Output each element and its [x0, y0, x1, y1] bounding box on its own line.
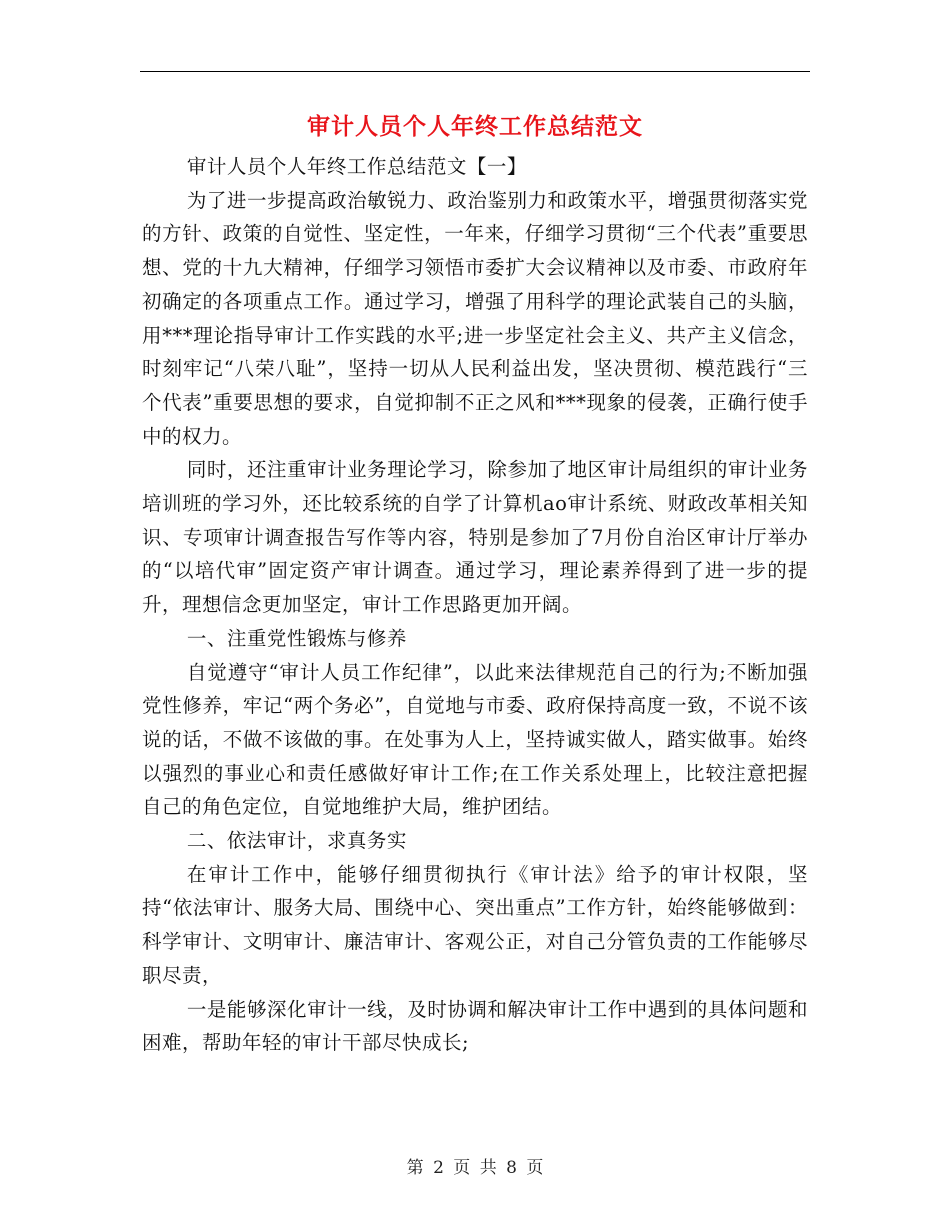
subheading-part-one: 审计人员个人年终工作总结范文【一】 [186, 155, 527, 178]
page-number: 第 2 页 共 8 页 [406, 1158, 544, 1178]
paragraph-business-study: 同时，还注重审计业务理论学习，除参加了地区审计局组织的审计业务培训班的学习外，还比较系统的自学了计算机ao审计系统、财政改革相关知识、专项审计调查报告写作等内容，特别是参加了7月份自治区审计厅举办的“以培代审”固定资产审计调查。通过学习，理论素养得到了进一步的提升，理想信念更加坚定，审计工作思路更加开阔。 [142, 458, 808, 617]
paragraph-lawful-audit: 在审计工作中，能够仔细贯彻执行《审计法》给予的审计权限，坚持“依法审计、服务大局、围绕中心、突出重点”工作方针，始终能够做到：科学审计、文明审计、廉洁审计、客观公正，对自己分管负责的工作能够尽职尽责， [142, 862, 808, 987]
section-heading-party-spirit: 一、注重党性锻炼与修养 [186, 626, 407, 650]
header-rule [140, 71, 810, 72]
document-body [142, 150, 808, 1060]
paragraph-political-study: 为了进一步提高政治敏锐力、政治鉴别力和政策水平，增强贯彻落实党的方针、政策的自觉性、坚定性，一年来，仔细学习贯彻“三个代表”重要思想、党的十九大精神，仔细学习领悟市委扩大会议精神以及市委、市政府年初确定的各项重点工作。通过学习，增强了用科学的理论武装自己的头脑，用***理论指导审计工作实践的水平;进一步坚定社会主义、共产主义信念，时刻牢记“八荣八耻”，坚持一切从人民利益出发，坚决贯彻、模范践行“三个代表”重要思想的要求，自觉抑制不正之风和***现象的侵袭，正确行使手中的权力。 [142, 188, 808, 448]
section-heading-lawful-audit: 二、依法审计，求真务实 [186, 829, 407, 853]
paragraph-party-spirit: 自觉遵守“审计人员工作纪律”，以此来法律规范自己的行为;不断加强党性修养，牢记“两个务必”，自觉地与市委、政府保持高度一致，不说不该说的话，不做不该做的事。在处事为人上，坚持诚实做人，踏实做事。始终以强烈的事业心和责任感做好审计工作;在工作关系处理上，比较注意把握自己的角色定位，自觉地维护大局，维护团结。 [142, 660, 808, 819]
paragraph-point-one: 一是能够深化审计一线，及时协调和解决审计工作中遇到的具体问题和困难，帮助年轻的审计干部尽快成长; [142, 997, 808, 1055]
document-title: 审计人员个人年终工作总结范文 [307, 113, 643, 140]
